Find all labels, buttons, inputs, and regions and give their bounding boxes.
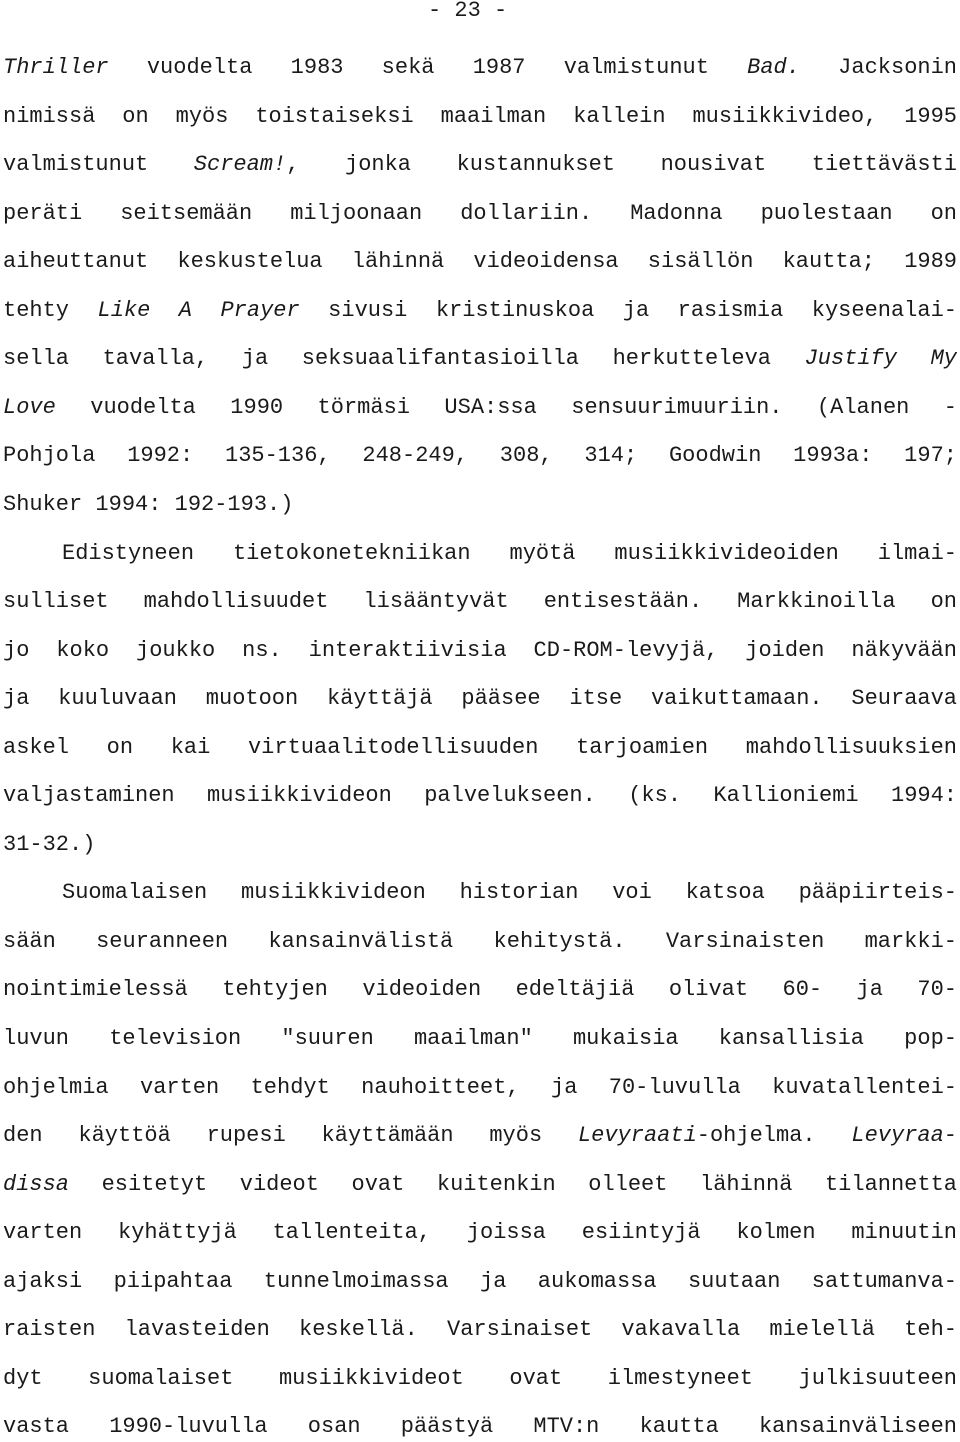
text-line	[3, 975, 957, 1005]
text-segment: valjastaminen musiikkivideon palvelukseen. (ks. Kallioniemi 1994:	[3, 783, 957, 809]
text-segment: sulliset mahdollisuudet lisääntyvät entisestään. Markkinoilla on	[3, 589, 957, 614]
italic-title: Bad.	[747, 55, 800, 80]
text-segment: sivusi kristinuskoa ja rasismia kyseenalai-	[299, 297, 957, 323]
italic-title: Levyraati	[577, 1123, 697, 1149]
text-segment: tehty	[3, 297, 98, 323]
text-line	[3, 1218, 957, 1248]
text-line	[3, 830, 957, 860]
text-segment: vuodelta 1990 törmäsi USA:ssa sensuurimuuriin. (Alanen -	[55, 394, 957, 420]
text-segment: jo koko joukko ns. interaktiivisia CD-ROM-levyjä, joiden näkyvään	[3, 637, 957, 663]
text-segment: peräti seitsemään miljoonaan dollariin. Madonna puolestaan on	[3, 200, 957, 226]
text-line	[3, 1412, 957, 1442]
text-line	[3, 1315, 957, 1345]
text-line	[62, 539, 957, 569]
text-segment: Jacksonin	[799, 55, 957, 80]
text-segment: nimissä on myös toistaiseksi maailman kallein musiikkivideo, 1995	[3, 103, 957, 129]
text-segment: Edistyneen tietokonetekniikan myötä musiikkivideoiden ilmai-	[62, 540, 957, 566]
text-line	[3, 102, 957, 132]
text-segment: valmistunut	[3, 152, 194, 178]
italic-title: Love	[3, 394, 56, 420]
italic-title: dissa	[3, 1171, 70, 1197]
text-segment: aiheuttanut keskustelua lähinnä videoidensa sisällön kautta; 1989	[3, 249, 957, 275]
text-segment: Pohjola 1992: 135-136, 248-249, 308, 314; Goodwin 1993a: 197;	[3, 443, 957, 469]
text-segment: ajaksi piipahtaa tunnelmoimassa ja aukomassa suutaan sattumanva-	[3, 1268, 957, 1294]
text-segment: ohjelmia varten tehdyt nauhoitteet, ja 70-luvulla kuvatallentei-	[3, 1074, 957, 1100]
text-line	[3, 393, 957, 423]
page-number: - 23 -	[428, 0, 508, 23]
italic-title: Levyraa-	[851, 1123, 957, 1149]
text-segment: -ohjelma.	[696, 1123, 852, 1149]
text-line	[3, 296, 957, 326]
text-line	[3, 927, 957, 957]
text-segment: ja kuuluvaan muotoon käyttäjä pääsee itse vaikuttamaan. Seuraava	[3, 686, 957, 712]
italic-title: Justify My	[804, 346, 957, 372]
text-segment: askel on kai virtuaalitodellisuuden tarjoamien mahdollisuuksien	[3, 734, 957, 760]
text-segment: raisten lavasteiden keskellä. Varsinaiset vakavalla mielellä teh-	[3, 1317, 957, 1343]
text-segment: dyt suomalaiset musiikkivideot ovat ilmestyneet julkisuuteen	[3, 1365, 957, 1391]
text-line	[3, 247, 957, 277]
text-line	[3, 441, 957, 471]
text-line	[3, 733, 957, 763]
text-segment: sella tavalla, ja seksuaalifantasioilla herkutteleva	[3, 346, 805, 372]
text-line	[3, 1024, 957, 1054]
text-line	[3, 490, 957, 520]
text-segment: 31-32.)	[3, 831, 96, 857]
text-segment: Shuker 1994: 192-193.)	[3, 491, 294, 517]
text-segment: den käyttöä rupesi käyttämään myös	[3, 1123, 578, 1149]
text-segment: vasta 1990-luvulla osan päästyä MTV:n kautta kansainväliseen	[3, 1414, 957, 1440]
italic-title: Like A Prayer	[97, 297, 300, 323]
text-line	[3, 684, 957, 714]
text-segment: nointimielessä tehtyjen videoiden edeltäjiä olivat 60- ja 70-	[3, 977, 957, 1003]
italic-title: Thriller	[3, 55, 109, 80]
text-line	[3, 1121, 957, 1151]
text-line	[3, 781, 957, 811]
text-segment: Suomalaisen musiikkivideon historian voi katsoa pääpiirteis-	[62, 880, 957, 906]
text-line	[3, 1170, 957, 1200]
text-line	[3, 53, 957, 83]
text-segment: sään seuranneen kansainvälistä kehitystä. Varsinaisten markki-	[3, 928, 957, 954]
text-segment: varten kyhättyjä tallenteita, joissa esiintyjä kolmen minuutin	[3, 1220, 957, 1246]
text-segment: luvun television "suuren maailman" mukaisia kansallisia pop-	[3, 1026, 957, 1051]
text-line	[3, 199, 957, 229]
text-line	[3, 1073, 957, 1103]
text-line	[3, 636, 957, 666]
text-line	[3, 344, 957, 374]
text-segment: esitetyt videot ovat kuitenkin olleet lähinnä tilannetta	[69, 1171, 957, 1197]
text-line	[3, 587, 957, 617]
text-line	[3, 150, 957, 180]
text-line	[62, 878, 957, 908]
italic-title: Scream!	[193, 152, 287, 178]
text-line	[3, 1267, 957, 1297]
text-segment: , jonka kustannukset nousivat tiettävästi	[286, 152, 957, 178]
text-segment: vuodelta 1983 sekä 1987 valmistunut	[108, 55, 748, 80]
text-line	[3, 1364, 957, 1394]
